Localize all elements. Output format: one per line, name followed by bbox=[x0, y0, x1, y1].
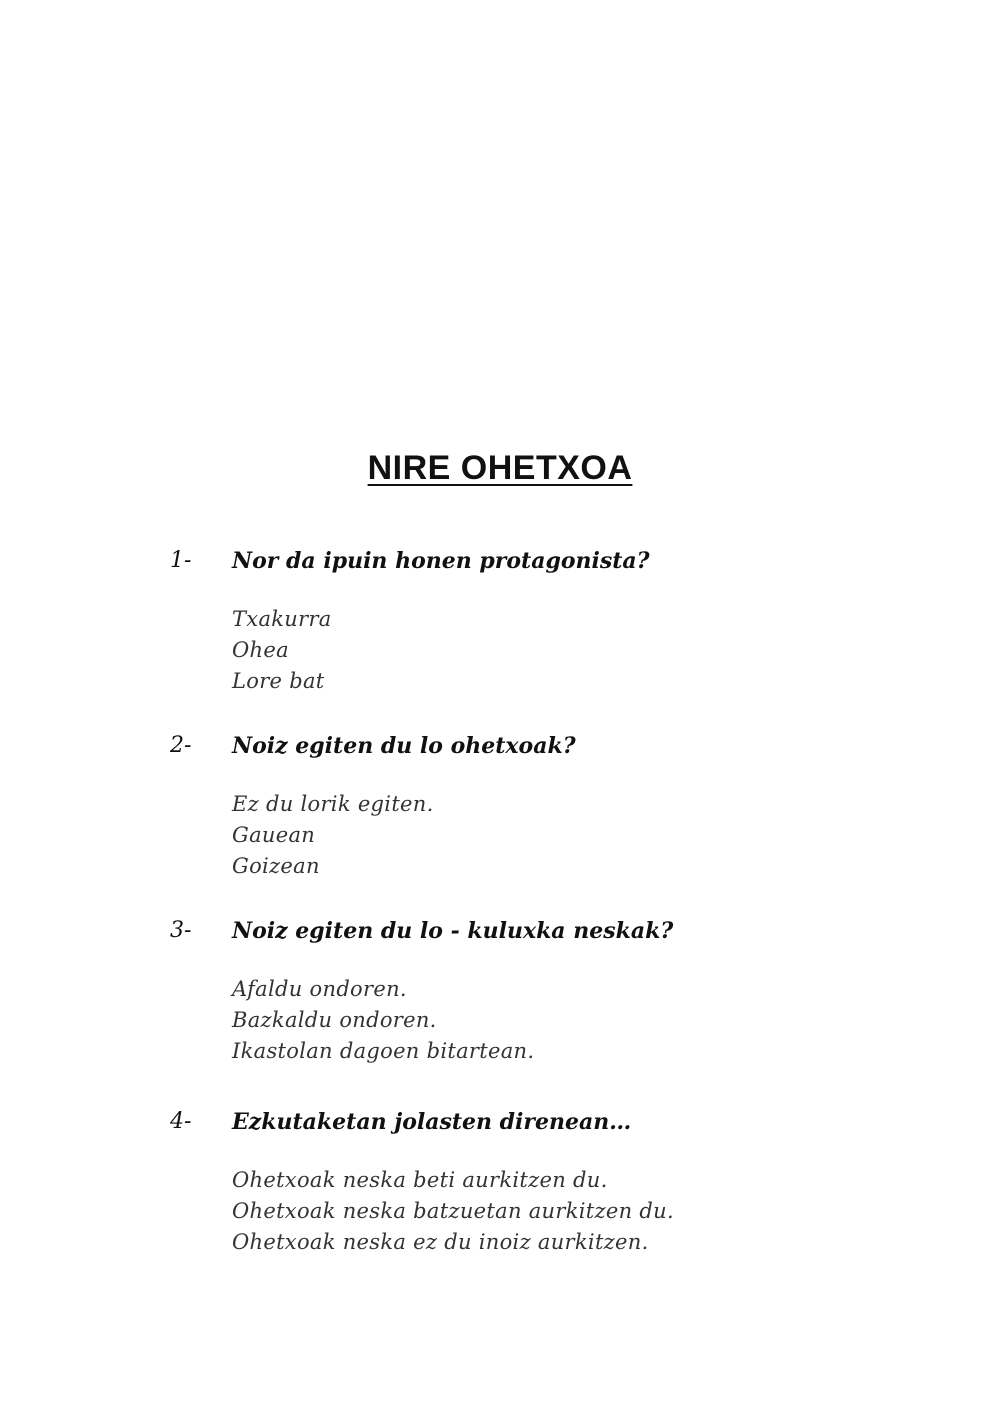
answer-option[interactable]: Goizean bbox=[232, 854, 320, 878]
question-number: 2- bbox=[170, 733, 192, 758]
answer-option[interactable]: Ikastolan dagoen bitartean. bbox=[232, 1039, 535, 1063]
question-text: Nor da ipuin honen protagonista? bbox=[232, 548, 650, 574]
answer-options bbox=[232, 1165, 674, 1258]
answer-option[interactable]: Ez du lorik egiten. bbox=[232, 792, 434, 816]
answer-option[interactable]: Ohetxoak neska beti aurkitzen du. bbox=[232, 1168, 608, 1192]
answer-option[interactable]: Afaldu ondoren. bbox=[232, 977, 407, 1001]
answer-option[interactable]: Ohea bbox=[232, 638, 289, 662]
question-text: Noiz egiten du lo ohetxoak? bbox=[232, 733, 576, 759]
answer-option[interactable]: Lore bat bbox=[232, 669, 325, 693]
answer-options bbox=[232, 789, 434, 882]
page-title: NIRE OHETXOA bbox=[367, 449, 633, 487]
answer-option[interactable]: Bazkaldu ondoren. bbox=[232, 1008, 437, 1032]
answer-options bbox=[232, 974, 534, 1067]
answer-option[interactable]: Ohetxoak neska ez du inoiz aurkitzen. bbox=[232, 1230, 649, 1254]
question-text: Ezkutaketan jolasten direnean… bbox=[232, 1109, 632, 1135]
question-number: 1- bbox=[170, 548, 192, 573]
question-text: Noiz egiten du lo - kuluxka neskak? bbox=[232, 918, 674, 944]
question-number: 4- bbox=[170, 1109, 192, 1134]
answer-option[interactable]: Ohetxoak neska batzuetan aurkitzen du. bbox=[232, 1199, 674, 1223]
answer-option[interactable]: Gauean bbox=[232, 823, 316, 847]
answer-option[interactable]: Txakurra bbox=[232, 607, 332, 631]
answer-options bbox=[232, 604, 332, 697]
question-number: 3- bbox=[170, 918, 192, 943]
